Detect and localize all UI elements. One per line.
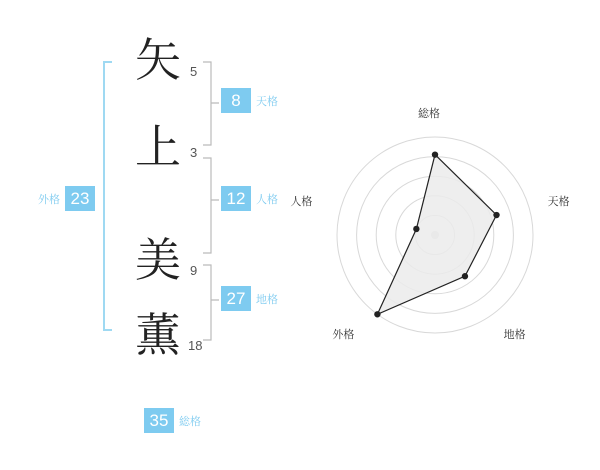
badge-soukaku-value: 35: [144, 408, 174, 433]
radar-axis-label-0: 総格: [418, 108, 440, 120]
radar-chart: [290, 108, 570, 365]
kanji-char-2: 上: [135, 122, 181, 173]
badge-chikaku: [221, 286, 278, 311]
stroke-count-2: 3: [190, 145, 198, 160]
badge-tenkaku: [221, 88, 278, 113]
kanji-char-1: 矢: [135, 35, 181, 86]
stroke-count-4: 18: [188, 338, 203, 353]
badge-gaikaku-label: 外格: [38, 193, 60, 206]
radar-axis-label-1: 天格: [547, 196, 570, 208]
badge-chikaku-value: 27: [221, 286, 251, 311]
badge-jinkaku-label: 人格: [256, 193, 278, 206]
kanji-char-4: 薫: [135, 310, 181, 361]
stroke-count-3: 9: [190, 263, 198, 278]
badge-jinkaku: [221, 186, 278, 211]
badge-tenkaku-value: 8: [221, 88, 251, 113]
radar-axis-label-2: 地格: [503, 328, 526, 341]
kanji-char-3: 美: [135, 235, 181, 286]
badge-chikaku-label: 地格: [256, 293, 278, 306]
badge-gaikaku-value: 23: [65, 186, 95, 211]
badge-soukaku-label: 総格: [179, 415, 201, 428]
radar-axis-label-3: 外格: [332, 328, 355, 341]
radar-chart-svg: [300, 110, 570, 360]
badge-tenkaku-label: 天格: [256, 95, 278, 108]
badge-gaikaku: [38, 186, 95, 211]
badge-soukaku: [144, 408, 201, 433]
badge-jinkaku-value: 12: [221, 186, 251, 211]
radar-axis-label-4: 人格: [290, 196, 313, 208]
stroke-count-1: 5: [190, 64, 198, 79]
